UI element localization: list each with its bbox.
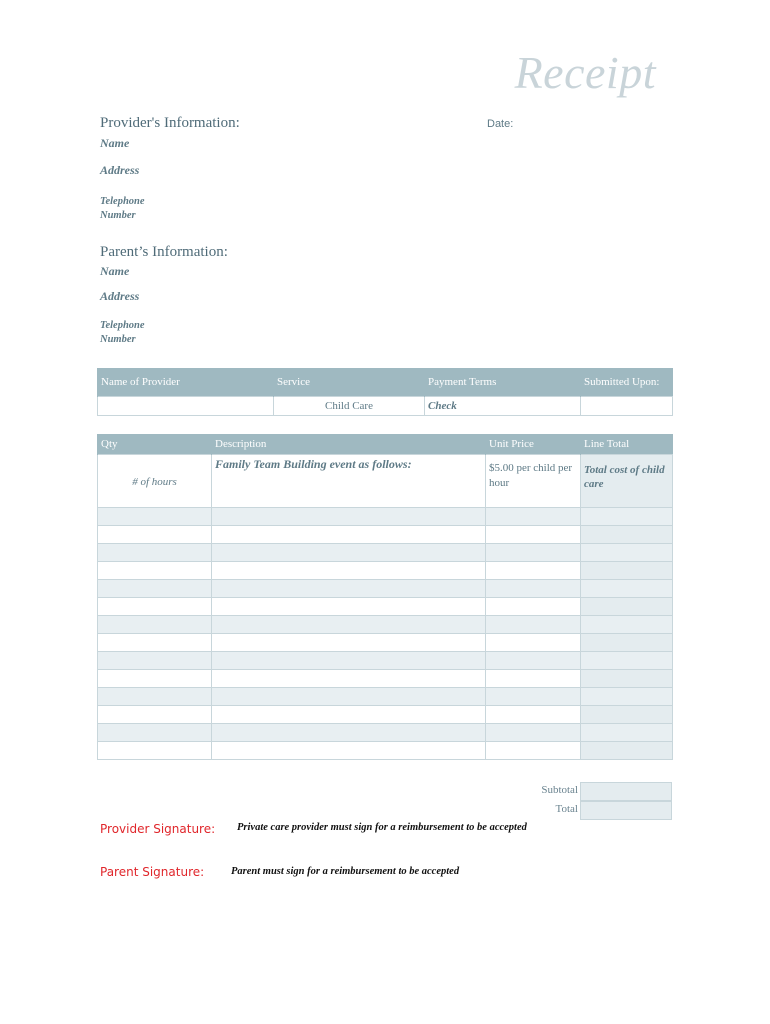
provider-signature-label: Provider Signature: bbox=[100, 822, 216, 836]
empty-cell[interactable] bbox=[486, 688, 581, 706]
empty-cell[interactable] bbox=[98, 580, 212, 598]
provider-info-heading: Provider's Information: bbox=[100, 115, 240, 131]
empty-cell[interactable] bbox=[486, 652, 581, 670]
empty-cell[interactable] bbox=[212, 580, 486, 598]
empty-cell[interactable] bbox=[212, 652, 486, 670]
empty-cell[interactable] bbox=[581, 544, 673, 562]
empty-cell[interactable] bbox=[212, 634, 486, 652]
empty-cell[interactable] bbox=[581, 580, 673, 598]
empty-cell[interactable] bbox=[98, 634, 212, 652]
empty-cell[interactable] bbox=[98, 688, 212, 706]
empty-cell[interactable] bbox=[486, 562, 581, 580]
empty-cell[interactable] bbox=[98, 508, 212, 526]
cell-submitted-upon[interactable] bbox=[581, 397, 673, 416]
empty-cell[interactable] bbox=[581, 688, 673, 706]
table-row bbox=[98, 580, 673, 598]
empty-cell[interactable] bbox=[212, 598, 486, 616]
cell-payment-terms[interactable]: Check bbox=[425, 397, 581, 416]
receipt-title: Receipt bbox=[514, 47, 656, 98]
empty-cell[interactable] bbox=[486, 544, 581, 562]
empty-cell[interactable] bbox=[98, 724, 212, 742]
empty-cell[interactable] bbox=[486, 526, 581, 544]
table-row bbox=[98, 706, 673, 724]
table-row bbox=[98, 634, 673, 652]
empty-cell[interactable] bbox=[98, 742, 212, 760]
empty-cell[interactable] bbox=[98, 670, 212, 688]
empty-cell[interactable] bbox=[98, 706, 212, 724]
table-row bbox=[98, 508, 673, 526]
empty-cell[interactable] bbox=[212, 670, 486, 688]
date-label: Date: bbox=[487, 118, 514, 130]
empty-cell[interactable] bbox=[212, 544, 486, 562]
provider-name-label: Name bbox=[100, 136, 130, 150]
empty-cell[interactable] bbox=[581, 706, 673, 724]
cell-qty[interactable]: # of hours bbox=[98, 455, 212, 508]
header-payment-terms: Payment Terms bbox=[425, 368, 581, 397]
parent-telephone-label bbox=[100, 319, 145, 347]
empty-cell[interactable] bbox=[486, 616, 581, 634]
empty-cell[interactable] bbox=[98, 598, 212, 616]
table-row bbox=[98, 544, 673, 562]
provider-telephone-line1: Telephone bbox=[100, 196, 145, 207]
items-table bbox=[97, 434, 673, 760]
empty-cell[interactable] bbox=[581, 598, 673, 616]
empty-cell[interactable] bbox=[581, 526, 673, 544]
cell-unit-price[interactable]: $5.00 per child per hour bbox=[486, 455, 581, 508]
empty-cell[interactable] bbox=[98, 544, 212, 562]
table-row bbox=[98, 670, 673, 688]
empty-cell[interactable] bbox=[581, 652, 673, 670]
empty-cell[interactable] bbox=[581, 508, 673, 526]
table-row bbox=[98, 616, 673, 634]
header-name-of-provider: Name of Provider bbox=[98, 368, 274, 397]
empty-cell[interactable] bbox=[486, 742, 581, 760]
subtotal-value[interactable] bbox=[580, 782, 672, 801]
empty-cell[interactable] bbox=[581, 670, 673, 688]
empty-cell[interactable] bbox=[486, 670, 581, 688]
parent-telephone-line1: Telephone bbox=[100, 320, 145, 331]
provider-telephone-label bbox=[100, 195, 145, 223]
header-service: Service bbox=[274, 368, 425, 397]
empty-cell[interactable] bbox=[212, 526, 486, 544]
empty-cell[interactable] bbox=[486, 724, 581, 742]
provider-telephone-line2: Number bbox=[100, 210, 136, 221]
empty-cell[interactable] bbox=[98, 562, 212, 580]
table-row bbox=[98, 742, 673, 760]
table-row bbox=[98, 562, 673, 580]
empty-cell[interactable] bbox=[581, 634, 673, 652]
empty-cell[interactable] bbox=[581, 742, 673, 760]
total-label: Total bbox=[555, 803, 578, 815]
empty-cell[interactable] bbox=[212, 706, 486, 724]
table-row bbox=[98, 688, 673, 706]
empty-cell[interactable] bbox=[486, 634, 581, 652]
empty-cell[interactable] bbox=[486, 598, 581, 616]
header-description: Description bbox=[212, 434, 486, 455]
header-unit-price: Unit Price bbox=[486, 434, 581, 455]
table-row bbox=[98, 455, 673, 508]
cell-provider-name[interactable] bbox=[98, 397, 274, 416]
empty-cell[interactable] bbox=[212, 508, 486, 526]
subtotal-label: Subtotal bbox=[541, 784, 578, 796]
provider-address-label: Address bbox=[100, 163, 140, 177]
empty-cell[interactable] bbox=[98, 652, 212, 670]
parent-address-label: Address bbox=[100, 289, 140, 303]
cell-line-total[interactable]: Total cost of child care bbox=[581, 455, 673, 508]
table-row bbox=[98, 598, 673, 616]
service-table bbox=[97, 368, 673, 416]
empty-cell[interactable] bbox=[212, 616, 486, 634]
empty-cell[interactable] bbox=[486, 508, 581, 526]
empty-cell[interactable] bbox=[486, 580, 581, 598]
provider-signature-note: Private care provider must sign for a reimbursement to be accepted bbox=[237, 822, 527, 833]
empty-cell[interactable] bbox=[581, 562, 673, 580]
empty-cell[interactable] bbox=[98, 526, 212, 544]
empty-cell[interactable] bbox=[212, 688, 486, 706]
table-row bbox=[98, 652, 673, 670]
empty-cell[interactable] bbox=[581, 724, 673, 742]
header-submitted-upon: Submitted Upon: bbox=[581, 368, 673, 397]
empty-cell[interactable] bbox=[581, 616, 673, 634]
table-row bbox=[98, 526, 673, 544]
cell-description[interactable]: Family Team Building event as follows: bbox=[212, 455, 486, 508]
header-qty: Qty bbox=[98, 434, 212, 455]
cell-service[interactable]: Child Care bbox=[274, 397, 425, 416]
parent-info-heading: Parent’s Information: bbox=[100, 244, 228, 260]
table-row bbox=[98, 724, 673, 742]
empty-cell[interactable] bbox=[486, 706, 581, 724]
header-line-total: Line Total bbox=[581, 434, 673, 455]
empty-cell[interactable] bbox=[98, 616, 212, 634]
parent-signature-label: Parent Signature: bbox=[100, 865, 205, 879]
parent-name-label: Name bbox=[100, 264, 130, 278]
empty-cell[interactable] bbox=[212, 724, 486, 742]
empty-cell[interactable] bbox=[212, 742, 486, 760]
parent-signature-note: Parent must sign for a reimbursement to be accepted bbox=[231, 866, 460, 877]
empty-cell[interactable] bbox=[212, 562, 486, 580]
parent-telephone-line2: Number bbox=[100, 334, 136, 345]
total-value[interactable] bbox=[580, 801, 672, 820]
